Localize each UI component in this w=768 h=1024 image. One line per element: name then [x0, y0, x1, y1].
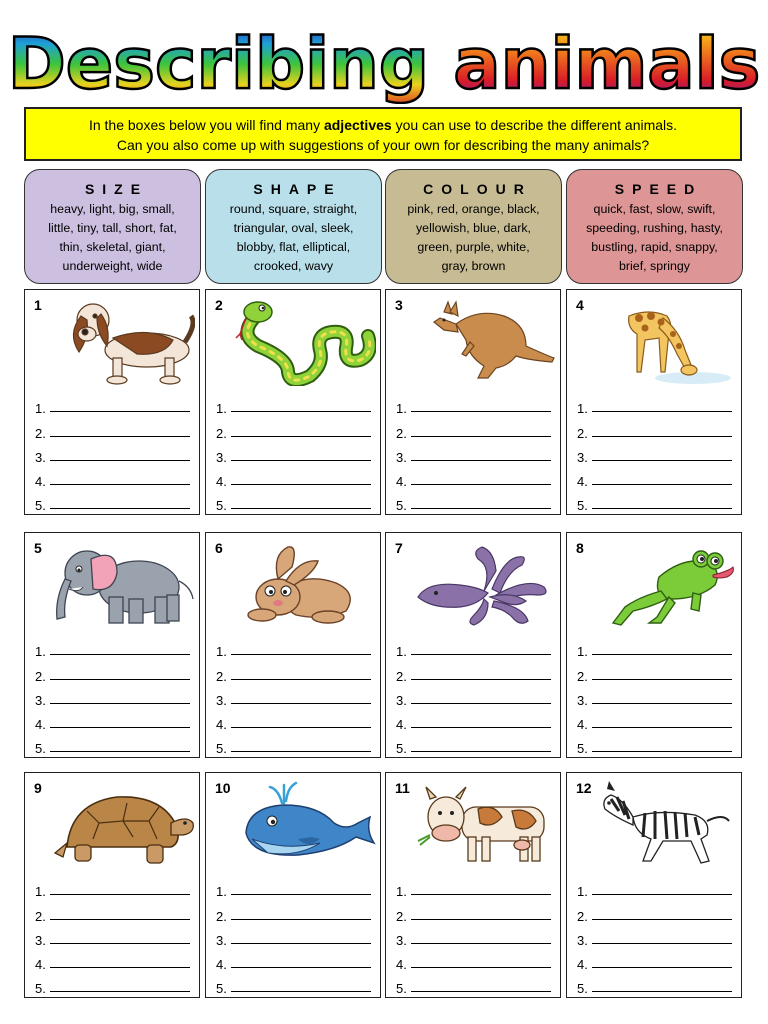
zebra-icon	[589, 777, 737, 869]
category-title: SHAPE	[253, 181, 342, 197]
answer-blank[interactable]	[231, 991, 371, 992]
animal-number: 10	[215, 780, 231, 796]
answer-line-number: 4.	[396, 474, 407, 490]
category-speed	[566, 169, 743, 284]
category-words-line: little, tiny, tall, short, fat,	[48, 221, 177, 235]
answer-line-number: 1.	[35, 401, 46, 417]
category-words-line: round, square, straight,	[229, 202, 358, 216]
answer-line[interactable]	[216, 899, 371, 923]
answer-line[interactable]	[577, 441, 732, 465]
answer-line-number: 2.	[216, 425, 227, 441]
answer-blank[interactable]	[411, 894, 551, 895]
animal-card	[385, 289, 561, 515]
answer-line-number: 4.	[35, 957, 46, 973]
animal-card	[205, 289, 381, 515]
snake-icon	[228, 294, 376, 386]
answer-blank[interactable]	[50, 654, 190, 655]
answer-line-number: 5.	[396, 981, 407, 997]
answer-line-number: 4.	[577, 717, 588, 733]
instructions-box	[24, 107, 742, 161]
title-word-describing: Describing	[7, 23, 430, 104]
animal-number: 11	[395, 780, 410, 796]
answer-line[interactable]	[577, 972, 732, 996]
animal-number: 8	[576, 540, 584, 556]
answer-line[interactable]	[216, 732, 371, 756]
answer-line[interactable]	[577, 948, 732, 972]
category-shape	[205, 169, 382, 284]
answer-line-number: 1.	[577, 644, 588, 660]
answer-line-number: 3.	[216, 692, 227, 708]
answer-blank[interactable]	[231, 751, 371, 752]
answer-line-number: 2.	[577, 908, 588, 924]
answer-blank[interactable]	[50, 943, 190, 944]
answer-blank[interactable]	[50, 679, 190, 680]
answer-line-number: 5.	[216, 741, 227, 757]
answer-line-number: 1.	[396, 401, 407, 417]
answer-line[interactable]	[577, 732, 732, 756]
answer-line-number: 4.	[396, 717, 407, 733]
answer-line[interactable]	[396, 659, 551, 683]
answer-line[interactable]	[577, 465, 732, 489]
answer-line[interactable]	[216, 924, 371, 948]
answer-blank[interactable]	[50, 436, 190, 437]
animal-card	[566, 532, 742, 758]
answer-line[interactable]	[35, 899, 190, 923]
answer-line[interactable]	[577, 875, 732, 899]
category-title: SIZE	[84, 181, 149, 197]
answer-blank[interactable]	[592, 436, 732, 437]
answer-blank[interactable]	[231, 727, 371, 728]
answer-blank[interactable]	[411, 751, 551, 752]
answer-blank[interactable]	[231, 460, 371, 461]
answer-blank[interactable]	[592, 460, 732, 461]
worksheet-title	[0, 22, 768, 104]
answer-line[interactable]	[396, 732, 551, 756]
answer-line-number: 4.	[216, 717, 227, 733]
answer-blank[interactable]	[231, 919, 371, 920]
answer-line[interactable]	[396, 684, 551, 708]
answer-blank[interactable]	[231, 679, 371, 680]
answer-blank[interactable]	[50, 991, 190, 992]
answer-line[interactable]	[396, 899, 551, 923]
answer-line-number: 1.	[35, 644, 46, 660]
answer-line-number: 5.	[396, 741, 407, 757]
answer-line-number: 2.	[577, 425, 588, 441]
answer-blank[interactable]	[411, 679, 551, 680]
instructions-line-2: Can you also come up with suggestions of your own for describing the many animals?	[116, 137, 650, 153]
octopus-icon	[408, 537, 556, 629]
answer-line[interactable]	[35, 948, 190, 972]
title-text	[8, 23, 761, 104]
category-colour	[385, 169, 562, 284]
animal-card	[205, 772, 381, 998]
answer-blank[interactable]	[231, 654, 371, 655]
answer-line-number: 2.	[35, 668, 46, 684]
answer-blank[interactable]	[592, 894, 732, 895]
answer-blank[interactable]	[592, 919, 732, 920]
answer-blank[interactable]	[411, 484, 551, 485]
answer-line[interactable]	[35, 465, 190, 489]
basset-hound-icon	[47, 294, 195, 386]
answer-line[interactable]	[396, 441, 551, 465]
answer-blank[interactable]	[592, 967, 732, 968]
animal-number: 2	[215, 297, 223, 313]
animal-card	[24, 772, 200, 998]
answer-blank[interactable]	[592, 991, 732, 992]
animal-card	[566, 772, 742, 998]
answer-lines	[396, 635, 551, 756]
answer-line-number: 5.	[35, 981, 46, 997]
animal-number: 6	[215, 540, 223, 556]
answer-blank[interactable]	[50, 751, 190, 752]
answer-blank[interactable]	[592, 727, 732, 728]
answer-blank[interactable]	[411, 967, 551, 968]
answer-line-number: 5.	[216, 981, 227, 997]
answer-line[interactable]	[216, 708, 371, 732]
answer-line[interactable]	[35, 875, 190, 899]
answer-line-number: 2.	[396, 425, 407, 441]
category-words-line: yellowish, blue, dark,	[415, 221, 531, 235]
elephant-icon	[47, 537, 195, 629]
answer-line-number: 5.	[35, 498, 46, 514]
answer-line-number: 1.	[216, 644, 227, 660]
answer-lines	[35, 392, 190, 513]
answer-blank[interactable]	[592, 679, 732, 680]
answer-blank[interactable]	[411, 436, 551, 437]
answer-blank[interactable]	[411, 508, 551, 509]
category-words-line: blobby, flat, elliptical,	[236, 240, 351, 254]
answer-lines	[577, 875, 732, 996]
answer-blank[interactable]	[592, 751, 732, 752]
answer-line-number: 3.	[577, 932, 588, 948]
category-words-line: brief, springy	[619, 259, 690, 273]
answer-line[interactable]	[35, 924, 190, 948]
answer-line-number: 1.	[216, 884, 227, 900]
answer-blank[interactable]	[50, 508, 190, 509]
answer-line-number: 1.	[35, 884, 46, 900]
answer-line[interactable]	[35, 708, 190, 732]
answer-line[interactable]	[35, 659, 190, 683]
answer-line[interactable]	[577, 684, 732, 708]
cow-icon	[408, 777, 556, 869]
answer-line[interactable]	[396, 465, 551, 489]
answer-blank[interactable]	[231, 411, 371, 412]
answer-line[interactable]	[35, 684, 190, 708]
answer-blank[interactable]	[592, 411, 732, 412]
answer-line[interactable]	[35, 732, 190, 756]
category-words-line: thin, skeletal, giant,	[59, 240, 166, 254]
answer-blank[interactable]	[231, 508, 371, 509]
answer-blank[interactable]	[50, 919, 190, 920]
answer-lines	[216, 392, 371, 513]
animal-number: 9	[34, 780, 42, 796]
answer-blank[interactable]	[50, 411, 190, 412]
answer-blank[interactable]	[411, 943, 551, 944]
answer-line-number: 1.	[216, 401, 227, 417]
answer-line[interactable]	[35, 416, 190, 440]
category-words-line: underweight, wide	[62, 259, 163, 273]
answer-line-number: 3.	[35, 449, 46, 465]
animal-number: 5	[34, 540, 42, 556]
answer-line[interactable]	[396, 489, 551, 513]
tortoise-icon	[47, 777, 195, 869]
answer-blank[interactable]	[411, 460, 551, 461]
animal-number: 12	[576, 780, 592, 796]
animal-card	[24, 289, 200, 515]
answer-line-number: 2.	[396, 668, 407, 684]
animal-card	[385, 532, 561, 758]
giraffe-icon	[589, 294, 737, 386]
answer-line-number: 4.	[396, 957, 407, 973]
answer-line-number: 4.	[35, 717, 46, 733]
answer-line-number: 5.	[577, 498, 588, 514]
category-words-line: heavy, light, big, small,	[50, 202, 175, 216]
instructions-line-1: In the boxes below you will find many adjectives you can use to describe the different animals.	[88, 117, 678, 133]
answer-line-number: 3.	[216, 932, 227, 948]
answer-line[interactable]	[577, 489, 732, 513]
answer-line-number: 3.	[35, 932, 46, 948]
answer-line-number: 3.	[396, 449, 407, 465]
category-words-line: gray, brown	[441, 259, 506, 273]
answer-blank[interactable]	[592, 654, 732, 655]
answer-line[interactable]	[35, 635, 190, 659]
rabbit-icon	[228, 537, 376, 629]
answer-line-number: 5.	[216, 498, 227, 514]
answer-blank[interactable]	[411, 919, 551, 920]
answer-lines	[35, 875, 190, 996]
answer-line-number: 5.	[35, 741, 46, 757]
answer-line[interactable]	[35, 441, 190, 465]
answer-blank[interactable]	[592, 703, 732, 704]
answer-blank[interactable]	[411, 411, 551, 412]
category-words-line: bustling, rapid, snappy,	[591, 240, 718, 254]
answer-line[interactable]	[216, 972, 371, 996]
answer-lines	[396, 875, 551, 996]
answer-blank[interactable]	[411, 991, 551, 992]
category-words-line: speeding, rushing, hasty,	[586, 221, 723, 235]
category-words-line: quick, fast, slow, swift,	[593, 202, 716, 216]
answer-line[interactable]	[216, 441, 371, 465]
answer-line[interactable]	[396, 708, 551, 732]
answer-line-number: 4.	[577, 474, 588, 490]
answer-blank[interactable]	[50, 894, 190, 895]
title-word-animals: animals	[429, 23, 761, 104]
category-words-line: pink, red, orange, black,	[407, 202, 540, 216]
answer-blank[interactable]	[592, 484, 732, 485]
answer-blank[interactable]	[411, 703, 551, 704]
answer-line-number: 2.	[35, 908, 46, 924]
answer-line[interactable]	[216, 948, 371, 972]
answer-line-number: 1.	[396, 884, 407, 900]
answer-blank[interactable]	[592, 508, 732, 509]
answer-line[interactable]	[396, 875, 551, 899]
animal-number: 7	[395, 540, 403, 556]
answer-line-number: 1.	[577, 401, 588, 417]
answer-blank[interactable]	[50, 967, 190, 968]
answer-line[interactable]	[35, 972, 190, 996]
category-size	[24, 169, 201, 284]
answer-line-number: 3.	[396, 932, 407, 948]
answer-line-number: 1.	[577, 884, 588, 900]
answer-blank[interactable]	[231, 703, 371, 704]
answer-line-number: 1.	[396, 644, 407, 660]
answer-line[interactable]	[396, 924, 551, 948]
answer-lines	[396, 392, 551, 513]
answer-line-number: 3.	[577, 449, 588, 465]
answer-line-number: 4.	[216, 474, 227, 490]
animal-card	[24, 532, 200, 758]
answer-line[interactable]	[396, 392, 551, 416]
answer-lines	[577, 635, 732, 756]
answer-lines	[216, 875, 371, 996]
kangaroo-icon	[408, 294, 556, 386]
adjectives-keyword: adjectives	[323, 117, 392, 133]
answer-blank[interactable]	[50, 484, 190, 485]
answer-line[interactable]	[216, 659, 371, 683]
answer-line-number: 2.	[216, 908, 227, 924]
answer-line-number: 4.	[577, 957, 588, 973]
answer-lines	[216, 635, 371, 756]
answer-line[interactable]	[216, 489, 371, 513]
answer-line[interactable]	[396, 972, 551, 996]
answer-line-number: 4.	[35, 474, 46, 490]
answer-line-number: 3.	[396, 692, 407, 708]
answer-blank[interactable]	[50, 703, 190, 704]
answer-line[interactable]	[396, 948, 551, 972]
animal-number: 3	[395, 297, 403, 313]
animal-card	[385, 772, 561, 998]
frog-icon	[589, 537, 737, 629]
animal-number: 4	[576, 297, 584, 313]
category-words-line: triangular, oval, sleek,	[233, 221, 354, 235]
answer-lines	[577, 392, 732, 513]
answer-line[interactable]	[577, 416, 732, 440]
answer-blank[interactable]	[411, 727, 551, 728]
category-words-line: green, purple, white,	[417, 240, 530, 254]
answer-line[interactable]	[577, 659, 732, 683]
answer-blank[interactable]	[411, 654, 551, 655]
answer-line[interactable]	[577, 924, 732, 948]
answer-line[interactable]	[216, 392, 371, 416]
answer-line-number: 4.	[216, 957, 227, 973]
answer-line-number: 3.	[35, 692, 46, 708]
category-words-line: crooked, wavy	[253, 259, 334, 273]
answer-line[interactable]	[216, 635, 371, 659]
answer-line-number: 2.	[577, 668, 588, 684]
answer-line-number: 3.	[216, 449, 227, 465]
answer-line[interactable]	[216, 684, 371, 708]
whale-icon	[228, 777, 376, 869]
answer-line[interactable]	[35, 392, 190, 416]
animal-card	[205, 532, 381, 758]
category-title: COLOUR	[423, 181, 532, 197]
answer-line-number: 2.	[396, 908, 407, 924]
answer-line[interactable]	[396, 416, 551, 440]
answer-line[interactable]	[216, 465, 371, 489]
answer-line[interactable]	[35, 489, 190, 513]
answer-line-number: 5.	[577, 741, 588, 757]
animal-card	[566, 289, 742, 515]
animal-number: 1	[34, 297, 42, 313]
category-title: SPEED	[614, 181, 703, 197]
answer-blank[interactable]	[231, 943, 371, 944]
answer-line-number: 2.	[35, 425, 46, 441]
answer-line[interactable]	[216, 416, 371, 440]
answer-blank[interactable]	[50, 727, 190, 728]
answer-line[interactable]	[396, 635, 551, 659]
answer-line[interactable]	[577, 708, 732, 732]
answer-line-number: 5.	[396, 498, 407, 514]
answer-blank[interactable]	[231, 894, 371, 895]
answer-blank[interactable]	[231, 967, 371, 968]
answer-line-number: 2.	[216, 668, 227, 684]
answer-line-number: 3.	[577, 692, 588, 708]
answer-line[interactable]	[577, 635, 732, 659]
answer-line-number: 5.	[577, 981, 588, 997]
answer-blank[interactable]	[231, 436, 371, 437]
answer-line[interactable]	[216, 875, 371, 899]
answer-line[interactable]	[577, 392, 732, 416]
answer-blank[interactable]	[50, 460, 190, 461]
answer-lines	[35, 635, 190, 756]
answer-blank[interactable]	[592, 943, 732, 944]
answer-blank[interactable]	[231, 484, 371, 485]
answer-line[interactable]	[577, 899, 732, 923]
